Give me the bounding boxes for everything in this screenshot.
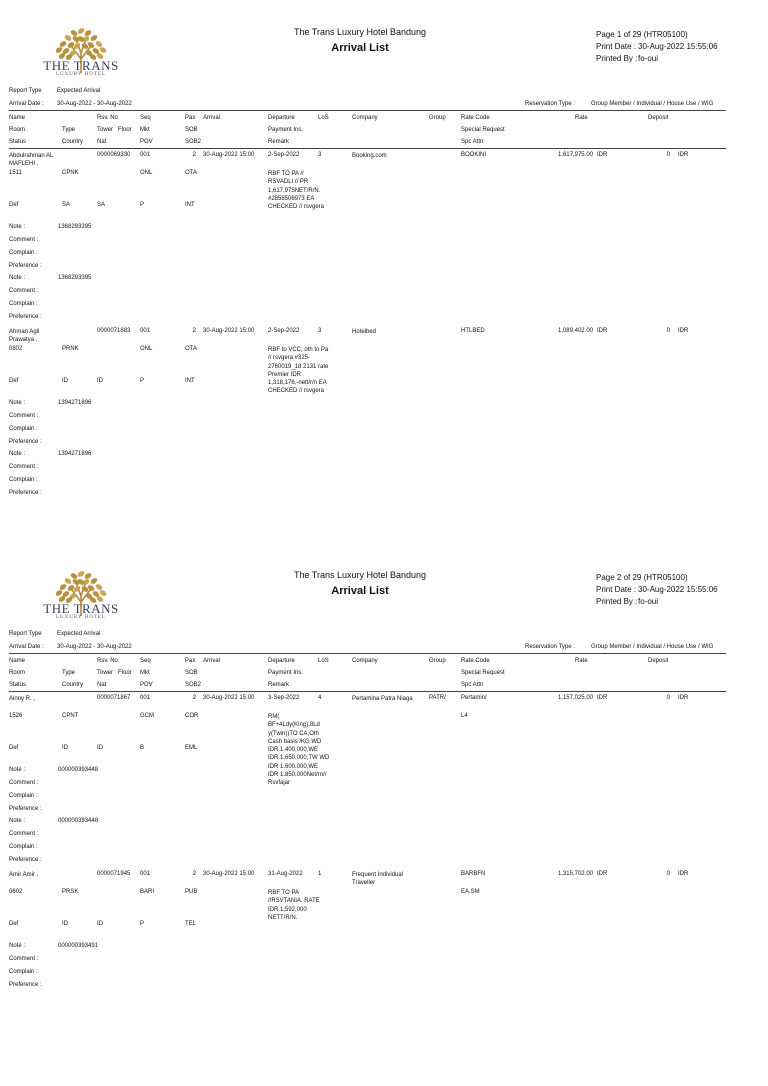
comment-label: Comment :: [9, 237, 39, 243]
room-type: PRSK: [62, 889, 79, 895]
column-header-pax: Pax: [185, 658, 196, 664]
note-value: 1368293395: [58, 224, 92, 230]
print-date-label: Print Date :: [596, 42, 637, 51]
departure-date: 2-Sep-2022: [268, 152, 300, 158]
deposit-amount: 0: [666, 871, 670, 877]
column-header-seq: Seq: [140, 658, 151, 664]
length-of-stay: 3: [318, 328, 322, 334]
arrival-date-label: Arrival Date :: [9, 101, 44, 107]
column-header-tower: Tower: [97, 670, 114, 676]
column-header-mkt: Mkt: [140, 127, 150, 133]
column-header-spc-attn: Spc Attn: [461, 139, 484, 145]
rate-currency: IDR: [597, 695, 608, 701]
reservation-type: Group Member / Individual / House Use / WIG: [591, 644, 714, 650]
source-of-business: OTA: [185, 170, 197, 176]
printed-by-label: Printed By :: [596, 54, 638, 63]
rate-amount: 1,089,402.00: [557, 328, 593, 334]
logo-wordmark: THE TRANS: [43, 58, 119, 73]
guest-name: Ainny R. ,: [9, 696, 36, 702]
printed-by-label: Printed By :: [596, 597, 638, 606]
country: ID: [62, 378, 68, 384]
preference-label: Preference :: [9, 314, 42, 320]
header-bottom-rule: [9, 691, 726, 692]
hotel-name: The Trans Luxury Hotel Bandung: [293, 570, 427, 580]
arrival-date-range: 30-Aug-2022 - 30-Aug-2022: [57, 644, 132, 650]
note-value: 1368293395: [58, 275, 92, 281]
column-header-group: Group: [429, 115, 446, 121]
company: Hotelbed: [352, 329, 377, 335]
note-value: 000000393448: [58, 767, 99, 773]
page-info: Page 1 of 29 (HTR05100): [596, 30, 688, 39]
column-header-status: Status: [9, 682, 27, 688]
pax-count: 2: [192, 152, 196, 158]
rate-currency: IDR: [597, 871, 608, 877]
column-header-country: Country: [62, 139, 84, 145]
column-header-deposit: Deposit: [648, 658, 669, 664]
note-label: Note :: [9, 767, 26, 773]
preference-label: Preference :: [9, 490, 42, 496]
room-type: PRNK: [62, 346, 79, 352]
column-header-rsv-no: Rsv. No: [97, 658, 118, 664]
comment-label: Comment :: [9, 956, 39, 962]
market-segment: GCM: [140, 713, 154, 719]
note-label: Note :: [9, 451, 26, 457]
departure-date: 2-Sep-2022: [268, 328, 300, 334]
preference-label: Preference :: [9, 857, 42, 863]
complain-label: Complain :: [9, 426, 38, 432]
arrival-date-label: Arrival Date :: [9, 644, 44, 650]
column-header-name: Name: [9, 658, 26, 664]
column-header-rsv-no: Rsv. No: [97, 115, 118, 121]
room-number: 0602: [9, 889, 23, 895]
reservation-type-label: Reservation Type :: [525, 644, 575, 650]
column-header-nat: Nat: [97, 682, 107, 688]
column-header-company: Company: [352, 658, 378, 664]
arrival-datetime: 30-Aug-2022 15:00: [203, 695, 255, 701]
length-of-stay: 1: [318, 871, 322, 877]
column-header-rate-code: Rate Code: [461, 658, 490, 664]
logo-wordmark: THE TRANS: [43, 601, 119, 616]
printed-by-row: [596, 53, 718, 65]
pax-count: 2: [192, 695, 196, 701]
printed-by-row: [596, 596, 718, 608]
rate-currency: IDR: [597, 152, 608, 158]
column-header-payment-ins: Payment Ins.: [268, 127, 304, 133]
note-label: Note :: [9, 400, 26, 406]
column-header-type: Type: [62, 670, 76, 676]
column-header-floor: Floor: [118, 670, 132, 676]
room-type: CPNK: [62, 170, 79, 176]
column-header-sob: SOB: [185, 670, 198, 676]
deposit-currency: IDR: [678, 328, 689, 334]
report-type: Expected Arrival: [57, 88, 101, 94]
source-of-business: COR: [185, 713, 199, 719]
arrival-datetime: 30-Aug-2022 15:00: [203, 328, 255, 334]
print-date-row: [596, 584, 718, 596]
header-top-rule: [9, 110, 726, 111]
deposit-currency: IDR: [678, 695, 689, 701]
remark: RBF TO PA // RSVADLI // PR 1,617,975NET/R/N. #2858506973 EA CHECKED // rsvgera: [268, 171, 325, 211]
comment-label: Comment :: [9, 831, 39, 837]
remark: RBF to VCC, oth to Pa // rsvgera #325-2760019_18 2131 rate Premier IDR 1,318,176,-nett/r/n EA CHECKED // rsvgera: [268, 347, 329, 395]
reservation-number: 0000069330: [97, 152, 131, 158]
reservation-type: Group Member / Individual / House Use / WIG: [591, 101, 714, 107]
note-label: Note :: [9, 224, 26, 230]
rate-code: BOOKINI: [461, 152, 487, 158]
reservation-status: Def: [9, 745, 19, 751]
rate-amount: 1,157,025.00: [557, 695, 593, 701]
complain-label: Complain :: [9, 793, 38, 799]
column-header-remark: Remark: [268, 682, 290, 688]
nationality: ID: [97, 378, 103, 384]
reservation-number: 0000071867: [97, 695, 131, 701]
group-code: PATR/: [429, 695, 446, 701]
special-request: L4: [461, 713, 468, 719]
printed-by: fo-oui: [638, 54, 659, 63]
arrival-datetime: 30-Aug-2022 15:00: [203, 871, 255, 877]
column-header-nat: Nat: [97, 139, 107, 145]
deposit-amount: 0: [666, 328, 670, 334]
remark: RM( BF+4Ldy(King),8Ld y(Twin))TO CA,Oth Cash basis /KG WD IDR 1.400.000,WE IDR 1.650.000,TW WD IDR 1.600.000,WE IDR 1.850.000Net/rn// Rsvfajar: [268, 714, 330, 787]
country: SA: [62, 202, 71, 208]
rate-code: HTLBED: [461, 328, 485, 334]
column-header-rate-code: Rate Code: [461, 115, 490, 121]
column-header-pax: Pax: [185, 115, 196, 121]
column-header-type: Type: [62, 127, 76, 133]
rate-amount: 1,315,702.00: [557, 871, 593, 877]
sequence: 001: [140, 871, 151, 877]
market-segment: ONL: [140, 170, 153, 176]
page-info: Page 2 of 29 (HTR05100): [596, 573, 688, 582]
departure-date: 31-Aug-2022: [268, 871, 303, 877]
room-number: 1526: [9, 713, 23, 719]
comment-label: Comment :: [9, 288, 39, 294]
source-of-business: OTA: [185, 346, 197, 352]
company: Frequent Individual Traveller: [352, 872, 404, 887]
hotel-name: The Trans Luxury Hotel Bandung: [293, 27, 427, 37]
column-header-sob: SOB: [185, 127, 198, 133]
purpose-of-visit: P: [140, 378, 145, 384]
nationality: ID: [97, 921, 103, 927]
report-title: Arrival List: [331, 585, 389, 597]
source-of-business-2: INT: [185, 378, 195, 384]
logo-tagline: LUXURY HOTEL: [55, 615, 106, 620]
column-header-special-request: Special Request: [461, 127, 505, 133]
rate-code: Pertamin/: [461, 695, 487, 701]
column-header-sob2: SOB2: [185, 139, 202, 145]
column-header-floor: Floor: [118, 127, 132, 133]
header-bottom-rule: [9, 148, 726, 149]
reservation-status: Def: [9, 921, 19, 927]
note-label: Note :: [9, 943, 26, 949]
length-of-stay: 3: [318, 152, 322, 158]
column-header-special-request: Special Request: [461, 670, 505, 676]
comment-label: Comment :: [9, 464, 39, 470]
comment-label: Comment :: [9, 780, 39, 786]
nationality: ID: [97, 745, 103, 751]
column-header-company: Company: [352, 115, 378, 121]
source-of-business-2: TEL: [185, 921, 197, 927]
preference-label: Preference :: [9, 806, 42, 812]
column-header-room: Room: [9, 670, 26, 676]
market-segment: BARI: [140, 889, 155, 895]
column-header-los: LoS: [318, 658, 329, 664]
preference-label: Preference :: [9, 439, 42, 445]
column-header-payment-ins: Payment Ins.: [268, 670, 304, 676]
note-label: Note :: [9, 818, 26, 824]
deposit-currency: IDR: [678, 871, 689, 877]
print-date-row: [596, 41, 718, 53]
report-type: Expected Arrival: [57, 631, 101, 637]
purpose-of-visit: B: [140, 745, 145, 751]
remark: RBF TO PA //RSVTANIA. RATE IDR 1,592,000 NETT/R/N.: [268, 890, 320, 921]
arrival-date-range: 30-Aug-2022 - 30-Aug-2022: [57, 101, 132, 107]
note-label: Note :: [9, 275, 26, 281]
print-date: 30-Aug-2022 15:55:06: [638, 585, 718, 594]
rate-currency: IDR: [597, 328, 608, 334]
column-header-spc-attn: Spc Attn: [461, 682, 484, 688]
print-date-label: Print Date :: [596, 585, 637, 594]
column-header-sob2: SOB2: [185, 682, 202, 688]
column-header-rate: Rate: [575, 115, 588, 121]
column-header-arrival: Arrival: [203, 658, 221, 664]
special-request: EA,SM: [461, 889, 480, 895]
preference-label: Preference :: [9, 263, 42, 269]
complain-label: Complain :: [9, 969, 38, 975]
reservation-status: Def: [9, 202, 19, 208]
country: ID: [62, 921, 68, 927]
report-page: [0, 543, 768, 1086]
print-info: [596, 29, 718, 65]
guest-name: Abdulrahman AL MAFLEHI ,: [9, 153, 54, 168]
column-header-pov: POV: [140, 139, 153, 145]
pax-count: 2: [192, 871, 196, 877]
complain-label: Complain :: [9, 844, 38, 850]
column-header-remark: Remark: [268, 139, 290, 145]
note-value: 1394271896: [58, 451, 92, 457]
column-header-country: Country: [62, 682, 84, 688]
complain-label: Complain :: [9, 301, 38, 307]
note-value: 1394271896: [58, 400, 92, 406]
source-of-business-2: INT: [185, 202, 195, 208]
sequence: 001: [140, 695, 151, 701]
guest-name: Amir Amir ,: [9, 872, 39, 878]
note-value: 000000393448: [58, 818, 99, 824]
departure-date: 3-Sep-2022: [268, 695, 300, 701]
market-segment: ONL: [140, 346, 153, 352]
report-title: Arrival List: [331, 42, 389, 54]
rate-amount: 1,617,975.00: [557, 152, 593, 158]
reservation-status: Def: [9, 378, 19, 384]
reservation-number: 0000071945: [97, 871, 131, 877]
column-header-los: LoS: [318, 115, 329, 121]
logo-tagline: LUXURY HOTEL: [55, 72, 106, 77]
room-number: 1511: [9, 170, 22, 176]
room-type: CPNT: [62, 713, 79, 719]
column-header-status: Status: [9, 139, 27, 145]
printed-by: fo-oui: [638, 597, 659, 606]
column-header-name: Name: [9, 115, 26, 121]
purpose-of-visit: P: [140, 202, 145, 208]
deposit-currency: IDR: [678, 152, 689, 158]
company: Pertamina Patra Niaga: [352, 696, 413, 702]
room-number: 0802: [9, 346, 23, 352]
complain-label: Complain :: [9, 477, 38, 483]
company: Booking.com: [352, 153, 387, 159]
print-info: [596, 572, 718, 608]
guest-name: Ahman Agil Prawatya ,: [9, 329, 40, 344]
column-header-tower: Tower: [97, 127, 114, 133]
column-header-pov: POV: [140, 682, 153, 688]
column-header-departure: Departure: [268, 115, 295, 121]
source-of-business: PUB: [185, 889, 198, 895]
column-header-deposit: Deposit: [648, 115, 669, 121]
column-header-rate: Rate: [575, 658, 588, 664]
arrival-datetime: 30-Aug-2022 15:00: [203, 152, 255, 158]
deposit-amount: 0: [666, 152, 670, 158]
length-of-stay: 4: [318, 695, 322, 701]
column-header-mkt: Mkt: [140, 670, 150, 676]
reservation-type-label: Reservation Type :: [525, 101, 575, 107]
pax-count: 2: [192, 328, 196, 334]
rate-code: BARBFN: [461, 871, 486, 877]
note-value: 000000393491: [58, 943, 99, 949]
country: ID: [62, 745, 68, 751]
sequence: 001: [140, 328, 151, 334]
column-header-departure: Departure: [268, 658, 295, 664]
purpose-of-visit: P: [140, 921, 145, 927]
sequence: 001: [140, 152, 151, 158]
source-of-business-2: EML: [185, 745, 198, 751]
column-header-seq: Seq: [140, 115, 151, 121]
nationality: SA: [97, 202, 106, 208]
complain-label: Complain :: [9, 250, 38, 256]
header-top-rule: [9, 653, 726, 654]
preference-label: Preference :: [9, 982, 42, 988]
report-type-label: Report Type: [9, 631, 42, 637]
comment-label: Comment :: [9, 413, 39, 419]
report-type-label: Report Type: [9, 88, 42, 94]
column-header-group: Group: [429, 658, 446, 664]
column-header-arrival: Arrival: [203, 115, 221, 121]
print-date: 30-Aug-2022 15:55:06: [638, 42, 718, 51]
reservation-number: 0000071883: [97, 328, 131, 334]
column-header-room: Room: [9, 127, 26, 133]
deposit-amount: 0: [666, 695, 670, 701]
